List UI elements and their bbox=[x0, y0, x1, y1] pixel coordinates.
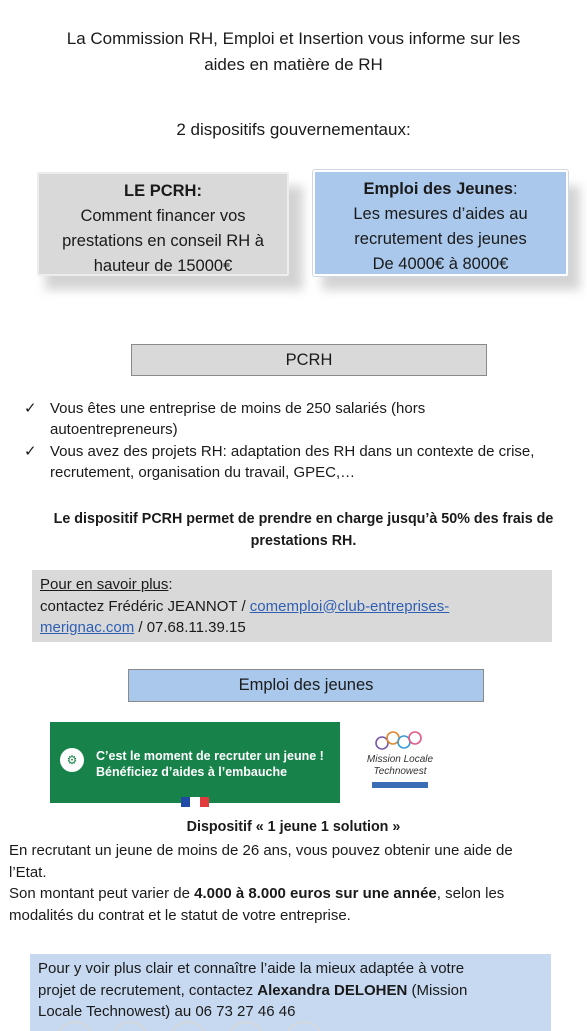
contact-phone: / 07.68.11.39.15 bbox=[134, 619, 246, 636]
pcrh-card bbox=[37, 172, 289, 276]
criteria-2-line-2: recrutement, organisation du travail, GPEC,… bbox=[50, 464, 356, 481]
pcrh-contact-box bbox=[32, 570, 552, 642]
final-line-1: Pour y voir plus clair et connaître l’aide la mieux adaptée à votre bbox=[38, 960, 465, 977]
final-line-2-suffix: (Mission bbox=[407, 981, 468, 999]
aid-p2-prefix: Son montant peut varier de bbox=[9, 885, 195, 902]
jeunes-section-header: Emploi des jeunes bbox=[128, 669, 484, 702]
mission-logo-line-2: Technowest bbox=[373, 766, 427, 777]
device-title: Dispositif « 1 jeune 1 solution » bbox=[186, 819, 401, 835]
intro-text bbox=[0, 26, 587, 78]
government-emblem-icon: ⚙ bbox=[60, 748, 84, 772]
social-icons-row bbox=[0, 1020, 587, 1031]
mission-locale-logo bbox=[366, 730, 434, 794]
jeunes-card-line-3: De 4000€ à 8000€ bbox=[372, 255, 509, 273]
banner-line-2: Bénéficiez d’aides à l’embauche bbox=[96, 765, 288, 779]
list-item bbox=[22, 441, 578, 483]
jeunes-card-title: Emploi des Jeunes bbox=[363, 180, 513, 198]
subtitle: 2 dispositifs gouvernementaux: bbox=[176, 120, 411, 139]
contact-prefix: contactez Frédéric JEANNOT / bbox=[40, 597, 250, 615]
jeunes-card-title-colon: : bbox=[512, 180, 518, 198]
pcrh-section-header: PCRH bbox=[131, 344, 487, 376]
pcrh-note-line-1: Le dispositif PCRH permet de prendre en charge jusqu’à 50% des frais de bbox=[53, 511, 554, 527]
contact-email-link[interactable]: comemploi@club-entreprises- bbox=[249, 597, 450, 615]
intro-line-1: La Commission RH, Emploi et Insertion vous informe sur les bbox=[66, 29, 521, 48]
final-line-3: Locale Technowest) au 06 73 27 46 46 bbox=[38, 1003, 296, 1020]
pcrh-card-line-2: prestations en conseil RH à bbox=[62, 232, 264, 250]
jeunes-card-line-2: recrutement des jeunes bbox=[354, 230, 527, 248]
final-line-2-prefix: projet de recrutement, contactez bbox=[38, 981, 258, 999]
contact-person-name: Alexandra DELOHEN bbox=[257, 981, 408, 999]
pcrh-coverage-note bbox=[20, 508, 587, 552]
list-item bbox=[22, 398, 578, 440]
people-circles-icon bbox=[372, 730, 428, 752]
pcrh-criteria-list bbox=[22, 398, 578, 484]
banner-line-1: C’est le moment de recruter un jeune ! bbox=[96, 749, 324, 763]
aid-paragraph-1 bbox=[9, 840, 581, 883]
checkmark-icon: ✓ bbox=[24, 443, 37, 460]
aid-p2-line-2: modalités du contrat et le statut de votre entreprise. bbox=[9, 906, 351, 924]
criteria-1-line-2: autoentrepreneurs) bbox=[50, 421, 178, 438]
contact-heading-colon: : bbox=[168, 576, 173, 593]
intro-line-2: aides en matière de RH bbox=[204, 55, 383, 74]
jeunes-card bbox=[313, 170, 568, 276]
pcrh-card-line-3: hauteur de 15000€ bbox=[93, 257, 233, 275]
mission-logo-strip bbox=[372, 782, 428, 788]
contact-email-link-cont[interactable]: merignac.com bbox=[40, 619, 135, 636]
pcrh-note-line-2: prestations RH. bbox=[250, 533, 357, 549]
french-flag-icon bbox=[181, 797, 209, 807]
aid-paragraph-2 bbox=[9, 883, 581, 926]
criteria-2-line-1: Vous avez des projets RH: adaptation des RH dans un contexte de crise, bbox=[50, 443, 535, 460]
mission-logo-line-1: Mission Locale bbox=[366, 754, 434, 765]
criteria-1-line-1: Vous êtes une entreprise de moins de 250 salariés (hors bbox=[50, 400, 426, 417]
jeunes-card-line-1: Les mesures d’aides au bbox=[353, 205, 528, 223]
aid-p2-amount: 4.000 à 8.000 euros sur une année bbox=[194, 885, 437, 902]
pcrh-card-title: LE PCRH: bbox=[124, 182, 202, 200]
contact-heading: Pour en savoir plus bbox=[40, 576, 169, 593]
un-jeune-une-solution-banner bbox=[50, 722, 340, 803]
pcrh-card-line-1: Comment financer vos bbox=[80, 207, 246, 225]
aid-p1-line-2: l’Etat. bbox=[9, 863, 47, 881]
checkmark-icon: ✓ bbox=[24, 400, 37, 417]
aid-p1-line-1: En recrutant un jeune de moins de 26 ans, vous pouvez obtenir une aide de bbox=[9, 842, 513, 859]
aid-p2-suffix: , selon les bbox=[436, 885, 505, 902]
